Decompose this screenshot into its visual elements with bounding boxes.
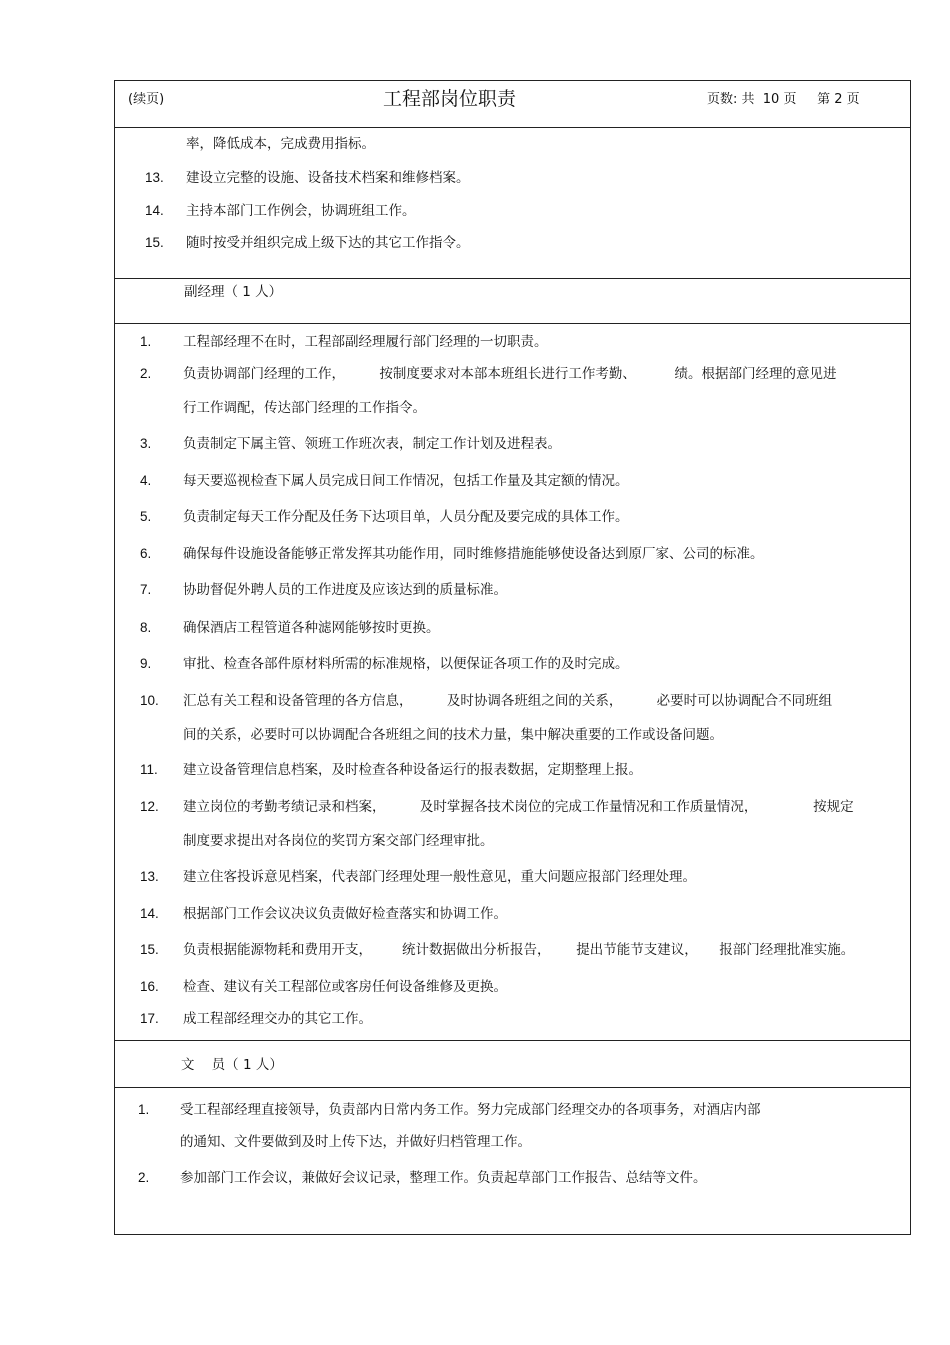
- item-number: 2.: [138, 1170, 150, 1185]
- section-divider: [114, 1040, 911, 1041]
- item-text: 审批、检查各部件原材料所需的标准规格，以便保证各项工作的及时完成。: [183, 656, 629, 672]
- header-divider: [114, 127, 911, 128]
- section-divider: [114, 323, 911, 324]
- item-text-continued: 间的关系，必要时可以协调配合各班组之间的技术力量，集中解决重要的工作或设备问题。: [183, 727, 723, 743]
- item-number: 13.: [145, 170, 164, 185]
- item-text: 建立住客投诉意见档案，代表部门经理处理一般性意见，重大问题应报部门经理处理。: [183, 869, 696, 885]
- page-title: 工程部岗位职责: [383, 88, 517, 110]
- clerk-heading: 文 员（ 1 人）: [181, 1057, 283, 1073]
- item-text: 率，降低成本，完成费用指标。: [186, 136, 375, 152]
- item-text: 负责制定每天工作分配及任务下达项目单，人员分配及要完成的具体工作。: [183, 509, 629, 525]
- item-text: 确保每件设施设备能够正常发挥其功能作用，同时维修措施能够使设备达到原厂家、公司的标准。: [183, 546, 764, 562]
- item-text: 受工程部经理直接领导，负责部内日常内务工作。努力完成部门经理交办的各项事务，对酒店内部: [180, 1102, 761, 1118]
- item-number: 5.: [140, 509, 152, 524]
- continued-label: (续页): [128, 92, 165, 107]
- item-number: 4.: [140, 473, 152, 488]
- item-number: 2.: [140, 366, 152, 381]
- item-number: 6.: [140, 546, 152, 561]
- item-text-continued: 行工作调配，传达部门经理的工作指令。: [183, 400, 426, 416]
- item-number: 1.: [138, 1102, 150, 1117]
- item-number: 10.: [140, 693, 159, 708]
- item-text: 主持本部门工作例会，协调班组工作。: [186, 203, 416, 219]
- item-text: 汇总有关工程和设备管理的各方信息， 及时协调各班组之间的关系， 必要时可以协调配合不同班组: [183, 693, 833, 709]
- deputy-heading: 副经理（ 1 人）: [184, 284, 283, 300]
- item-text-continued: 制度要求提出对各岗位的奖罚方案交部门经理审批。: [183, 833, 494, 849]
- item-number: 15.: [140, 942, 159, 957]
- item-number: 7.: [140, 582, 152, 597]
- item-number: 1.: [140, 334, 152, 349]
- item-text: 建立岗位的考勤考绩记录和档案， 及时掌握各技术岗位的完成工作量情况和工作质量情况， 按规定: [183, 799, 854, 815]
- item-text: 根据部门工作会议决议负责做好检查落实和协调工作。: [183, 906, 507, 922]
- item-number: 3.: [140, 436, 152, 451]
- item-number: 17.: [140, 1011, 159, 1026]
- section-divider: [114, 1087, 911, 1088]
- item-text: 负责制定下属主管、领班工作班次表，制定工作计划及进程表。: [183, 436, 561, 452]
- item-text-continued: 的通知、文件要做到及时上传下达，并做好归档管理工作。: [180, 1134, 531, 1150]
- item-text: 随时按受并组织完成上级下达的其它工作指令。: [186, 235, 470, 251]
- item-number: 14.: [140, 906, 159, 921]
- item-text: 成工程部经理交办的其它工作。: [183, 1011, 372, 1027]
- item-number: 11.: [140, 762, 158, 777]
- item-text: 协助督促外聘人员的工作进度及应该达到的质量标准。: [183, 582, 507, 598]
- item-text: 负责根据能源物耗和费用开支， 统计数据做出分析报告， 提出节能节支建议， 报部门经理批准实施。: [183, 942, 855, 958]
- section-divider: [114, 278, 911, 279]
- page-info: 页数: 共 10 页 第 2 页: [707, 92, 860, 107]
- item-number: 13.: [140, 869, 159, 884]
- item-text: 参加部门工作会议，兼做好会议记录，整理工作。负责起草部门工作报告、总结等文件。: [180, 1170, 707, 1186]
- item-text: 建立设备管理信息档案，及时检查各种设备运行的报表数据，定期整理上报。: [183, 762, 642, 778]
- item-number: 16.: [140, 979, 159, 994]
- item-number: 8.: [140, 620, 152, 635]
- item-text: 每天要巡视检查下属人员完成日间工作情况，包括工作量及其定额的情况。: [183, 473, 629, 489]
- item-number: 12.: [140, 799, 159, 814]
- item-number: 15.: [145, 235, 164, 250]
- item-number: 9.: [140, 656, 152, 671]
- item-text: 工程部经理不在时，工程部副经理履行部门经理的一切职责。: [183, 334, 548, 350]
- item-text: 检查、建议有关工程部位或客房任何设备维修及更换。: [183, 979, 507, 995]
- item-text: 确保酒店工程管道各种滤网能够按时更换。: [183, 620, 440, 636]
- item-text: 建设立完整的设施、设备技术档案和维修档案。: [186, 170, 470, 186]
- item-text: 负责协调部门经理的工作， 按制度要求对本部本班组长进行工作考勤、 绩。根据部门经理的意见进: [183, 366, 837, 382]
- item-number: 14.: [145, 203, 164, 218]
